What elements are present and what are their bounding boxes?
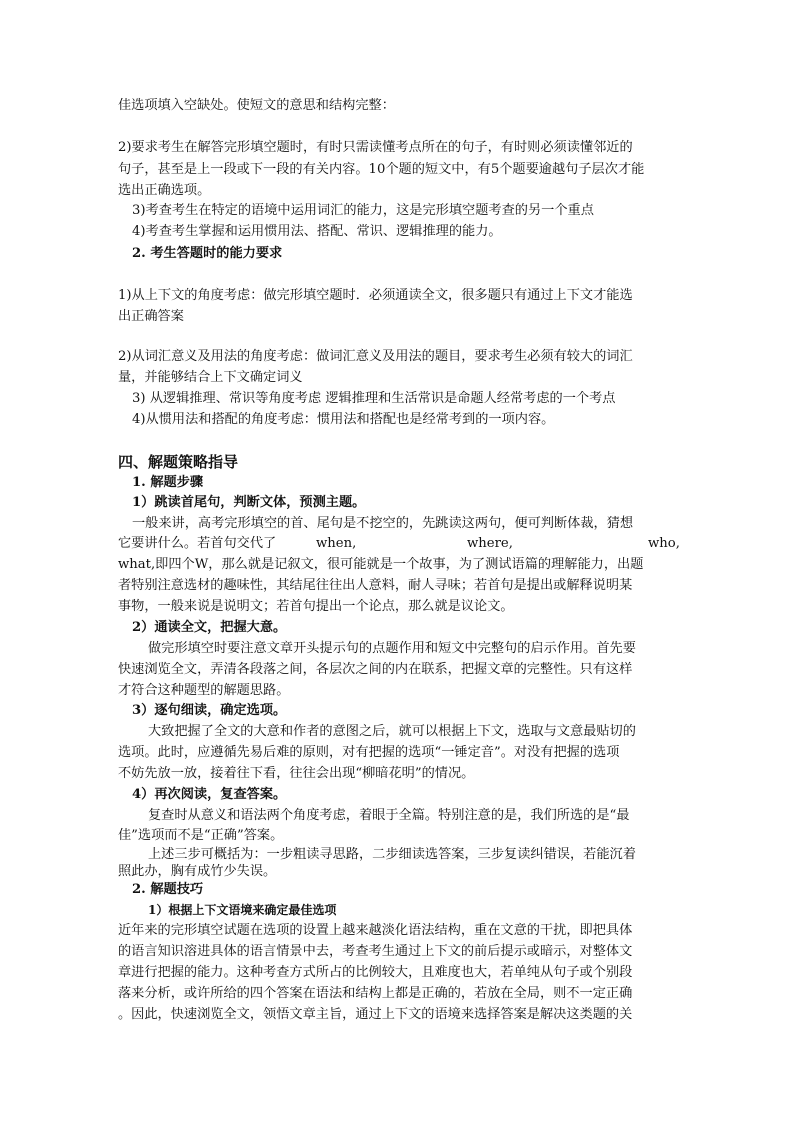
section-heading: 1. 解题步骤 [132, 475, 204, 490]
text-line: 1)从上下文的角度考虑：做完形填空题时．必须通读全文，很多题只有通过上下文才能选 [118, 288, 633, 303]
text-line: 它要讲什么。若首句交代了 [118, 536, 277, 551]
text-line: 句子，甚至是上一段或下一段的有关内容。10个题的短文中，有5个题要逾越句子层次才能 [118, 162, 645, 177]
text-line: 上述三步可概括为：一步粗读寻思路，二步细读选答案，三步复读纠错误，若能沉着 [148, 847, 636, 862]
text-line: 2)要求考生在解答完形填空题时，有时只需读懂考点所在的句子，有时则必须读懂邻近的 [118, 140, 633, 155]
text-line: 4)从惯用法和搭配的角度考虑：惯用法和搭配也是经常考到的一项内容。 [132, 412, 555, 427]
text-line: 做完形填空时要注意文章开头提示句的点题作用和短文中完整句的启示作用。首先要 [148, 641, 636, 656]
text-line: 近年来的完形填空试题在选项的设置上越来越淡化语法结构，重在文意的干扰，即把具体 [118, 923, 633, 938]
text-line: 选项。此时，应遵循先易后难的原则，对有把握的选项“一锤定音”。对没有把握的选项 [118, 745, 620, 760]
text-line: 一般来讲，高考完形填空的首、尾句是不挖空的，先跳读这两句，便可判断体裁，猜想 [132, 516, 634, 531]
text-line: 选出正确选项。 [118, 183, 211, 198]
text-word: who, [648, 536, 680, 551]
step-heading: 1）跳读首尾句，判断文体，预测主题。 [132, 495, 366, 510]
text-line: 章进行把握的能力。这种考查方式所占的比例较大，且难度也大，若单纯从句子或个别段 [118, 965, 633, 980]
step-heading: 4）再次阅读，复查答案。 [132, 787, 287, 802]
text-line: 大致把握了全文的大意和作者的意图之后，就可以根据上下文，选取与文意最贴切的 [148, 724, 636, 739]
text-word: when, [316, 536, 357, 551]
text-line: 3) 从逻辑推理、常识等角度考虑 逻辑推理和生活常识是命题人经常考虑的一个考点 [132, 391, 616, 406]
text-line: 复查时从意义和语法两个角度考虑，着眼于全篇。特别注意的是，我们所选的是“最 [148, 808, 630, 823]
step-heading: 3）逐句细读，确定选项。 [132, 703, 287, 718]
text-line: 佳”选项而不是“正确”答案。 [118, 828, 284, 843]
text-line: 2)从词汇意义及用法的角度考虑：做词汇意义及用法的题目，要求考生必须有较大的词汇 [118, 349, 633, 364]
chapter-heading: 四、解题策略指导 [118, 453, 239, 471]
text-line: 量，并能够结合上下文确定词义 [118, 370, 303, 385]
text-line: what,即四个W，那么就是记叙文，很可能就是一个故事，为了测试语篇的理解能力，出题 [118, 557, 644, 572]
text-line: 4)考查考生掌握和运用惯用法、搭配、常识、逻辑推理的能力。 [132, 224, 502, 239]
text-line: 落来分析，或许所给的四个答案在语法和结构上都是正确的，若放在全局，则不一定正确 [118, 986, 633, 1001]
text-line: 照此办，胸有成竹少失误。 [118, 864, 277, 879]
text-line: 者特别注意选材的趣味性，其结尾往往出人意料，耐人寻味；若首句是提出或解释说明某 [118, 578, 633, 593]
text-line: 才符合这种题型的解题思路。 [118, 683, 290, 698]
step-heading: 1）根据上下文语境来确定最佳选项 [148, 903, 337, 917]
text-line: 事物，一般来说是说明文；若首句提出一个论点，那么就是议论文。 [118, 599, 514, 614]
text-line: 快速浏览全文，弄清各段落之间，各层次之间的内在联系，把握文章的完整性。只有这样 [118, 662, 633, 677]
text-line: 。因此，快速浏览全文，领悟文章主旨，通过上下文的语境来选择答案是解决这类题的关 [118, 1007, 633, 1022]
text-line: 佳选项填入空缺处。使短文的意思和结构完整： [118, 98, 395, 113]
text-line: 3)考查考生在特定的语境中运用词汇的能力，这是完形填空题考查的另一个重点 [132, 203, 594, 218]
text-line: 不妨先放一放，接着往下看，往往会出现“柳暗花明”的情况。 [118, 766, 475, 781]
section-heading: 2. 考生答题时的能力要求 [132, 246, 283, 261]
text-line: 的语言知识溶进具体的语言情景中去，考查考生通过上下文的前后提示或暗示，对整体文 [118, 944, 633, 959]
text-line: 出正确答案 [118, 309, 184, 324]
text-word: where, [467, 536, 513, 551]
section-heading: 2. 解题技巧 [132, 882, 204, 897]
step-heading: 2）通读全文，把握大意。 [132, 620, 287, 635]
